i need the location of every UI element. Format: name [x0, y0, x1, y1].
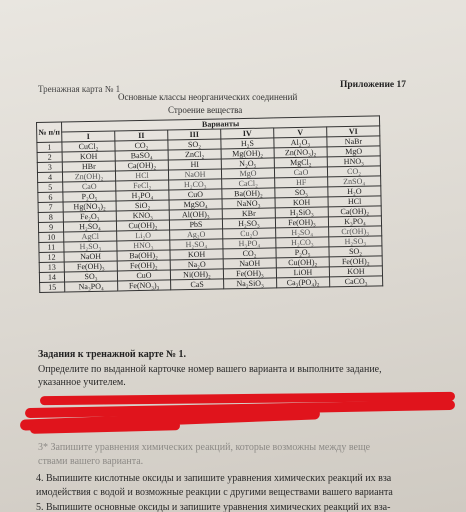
table-cell: Fe(OH)₃ — [275, 217, 328, 228]
table-cell: Ca(OH)₂ — [115, 160, 168, 171]
table-cell: Fe(OH)₂ — [329, 256, 382, 267]
table-cell: H₂SiO₃ — [275, 207, 328, 218]
row-number: 4 — [37, 172, 62, 182]
table-cell: Al(OH)₃ — [169, 209, 222, 220]
table-cell: NaOH — [223, 258, 276, 269]
table-cell: NaNO₃ — [222, 198, 275, 209]
table-cell: KOH — [275, 197, 328, 208]
row-number: 2 — [37, 152, 62, 162]
table-cell: H₂O — [328, 186, 381, 197]
table-cell: PbS — [169, 219, 222, 230]
table-cell: CaS — [171, 279, 224, 290]
tasks-intro-line1: Определите по выданной карточке номер вашего варианта и выполните задание, — [38, 364, 382, 375]
table-cell: Hg(NO₃)₂ — [63, 201, 116, 212]
row-number: 1 — [37, 142, 62, 152]
table-cell: CuCl₂ — [62, 141, 115, 152]
table-cell: CuO — [169, 189, 222, 200]
table-cell: H₂S — [221, 138, 274, 149]
row-number: 9 — [38, 222, 63, 232]
table-cell: Zn(NO₃)₂ — [274, 147, 327, 158]
variants-header: Варианты — [62, 116, 380, 132]
row-number: 11 — [39, 242, 64, 252]
row-number: 14 — [39, 272, 64, 282]
table-cell: KOH — [62, 151, 115, 162]
table-cell: H₂SO₃ — [222, 218, 275, 229]
table-cell: NaOH — [64, 251, 117, 262]
table-cell: HBr — [62, 161, 115, 172]
table-cell: HNO₃ — [117, 240, 170, 251]
table-cell: P₂O₅ — [63, 191, 116, 202]
row-number: 8 — [38, 212, 63, 222]
table-cell: ZnCl₂ — [168, 149, 221, 160]
variant-label: V — [274, 127, 327, 138]
page-title: Основные классы неорганических соединений — [118, 92, 298, 102]
table-cell: Mg(OH)₂ — [221, 148, 274, 159]
table-cell: N₂O₅ — [221, 158, 274, 169]
table-cell: H₂SO₄ — [63, 221, 116, 232]
table-cell: NaOH — [168, 169, 221, 180]
table-cell: KNO₃ — [116, 210, 169, 221]
row-number: 7 — [38, 202, 63, 212]
row-number: 10 — [39, 232, 64, 242]
table-cell: Ba(OH)₂ — [222, 188, 275, 199]
table-cell: HNO₃ — [327, 156, 380, 167]
task3-line2: ствами вашего варианта. — [38, 456, 144, 467]
table-cell: CaCl₂ — [222, 178, 275, 189]
variant-label: I — [62, 131, 115, 142]
table-cell: Na₂O — [170, 259, 223, 270]
table-cell: LiOH — [276, 267, 329, 278]
card-label: Тренажная карта № 1 — [38, 84, 121, 94]
variant-label: IV — [221, 128, 274, 139]
table-cell: CO₂ — [327, 166, 380, 177]
table-cell: H₂CO₃ — [169, 179, 222, 190]
substances-table — [36, 115, 383, 293]
table-cell: CuO — [117, 270, 170, 281]
table-cell: Ca₃(PO₄)₂ — [277, 277, 330, 288]
table-cell: Fe(OH)₃ — [223, 268, 276, 279]
table-cell: MgCl₂ — [274, 157, 327, 168]
table-cell: K₃PO₄ — [328, 216, 381, 227]
table-cell: CaO — [63, 181, 116, 192]
substances-table-body — [37, 136, 383, 293]
table-cell: BaSO₄ — [115, 150, 168, 161]
table-cell: ZnSO₄ — [328, 176, 381, 187]
task4-line2: имодействия с водой и возможные реакции с другими веществами вашего варианта — [36, 487, 393, 498]
task3-line1: 3* Запишите уравнения химических реакций, которые возможны между веще — [38, 442, 371, 453]
table-cell: SO₃ — [275, 187, 328, 198]
table-cell: CaCO₃ — [330, 276, 383, 287]
table-cell: FeCl₂ — [116, 180, 169, 191]
table-cell: MgO — [327, 146, 380, 157]
task4-line1: 4. Выпишите кислотные оксиды и запишите уравнения химических реакций их вза — [36, 473, 392, 484]
table-cell: Cu₂O — [223, 228, 276, 239]
table-cell: HCl — [328, 196, 381, 207]
table-cell: MgSO₄ — [169, 199, 222, 210]
row-number: 6 — [38, 192, 63, 202]
table-cell: Zn(OH)₂ — [62, 171, 115, 182]
appendix-label: Приложение 17 — [340, 80, 407, 90]
table-cell: H₂SO₄ — [276, 227, 329, 238]
row-number: 5 — [38, 182, 63, 192]
table-cell: Ca(OH)₂ — [328, 206, 381, 217]
table-cell: Fe(NO₃)₃ — [118, 280, 171, 291]
table-cell: Cu(OH)₂ — [116, 220, 169, 231]
table-cell: Fe(OH)₂ — [117, 260, 170, 271]
table-cell: AgCl — [64, 231, 117, 242]
variant-label: VI — [327, 126, 380, 137]
table-cell: CO₂ — [115, 140, 168, 151]
table-cell: Fe(OH)₃ — [64, 261, 117, 272]
table-cell: H₃PO₄ — [223, 238, 276, 249]
table-cell: NaBr — [327, 136, 380, 147]
table-cell: SO₂ — [168, 139, 221, 150]
table-cell: KOH — [329, 266, 382, 277]
tasks-title: Задания к тренажной карте № 1. — [38, 349, 187, 360]
table-cell: Fe₂O₃ — [63, 211, 116, 222]
table-cell: H₂CO₃ — [276, 237, 329, 248]
table-cell: Al₂O₃ — [274, 137, 327, 148]
row-number: 15 — [40, 282, 65, 292]
table-cell: Ba(OH)₂ — [117, 250, 170, 261]
row-number: 13 — [39, 262, 64, 272]
table-cell: HI — [168, 159, 221, 170]
variant-label: II — [115, 130, 168, 141]
table-cell: SO₃ — [64, 271, 117, 282]
row-number: 3 — [37, 162, 62, 172]
table-cell: SO₂ — [329, 246, 382, 257]
table-cell: Ni(OH)₂ — [170, 269, 223, 280]
page-subtitle: Строение вещества — [168, 105, 243, 115]
table-cell: H₂SO₃ — [64, 241, 117, 252]
table-cell: SiO₂ — [116, 200, 169, 211]
table-cell: KOH — [170, 249, 223, 260]
task5-line: 5. Выпишите основные оксиды и запишите уравнения химических реакций их вза- — [36, 502, 391, 512]
table-cell: Ag₂O — [170, 229, 223, 240]
table-cell: HF — [275, 177, 328, 188]
table-cell: MgO — [221, 168, 274, 179]
table-cell: HCl — [115, 170, 168, 181]
variant-label: III — [168, 129, 221, 140]
table-cell: H₂SO₃ — [329, 236, 382, 247]
table-cell: P₂O₅ — [276, 247, 329, 258]
table-cell: CaO — [274, 167, 327, 178]
tasks-intro-line2: указанное учителем. — [38, 377, 126, 388]
table-cell: KBr — [222, 208, 275, 219]
table-cell: Na₂SiO₃ — [224, 278, 277, 289]
table-cell: Cu(OH)₂ — [276, 257, 329, 268]
num-header: № п/п — [37, 122, 62, 142]
table-cell: Cr(OH)₃ — [329, 226, 382, 237]
table-cell: CO₂ — [223, 248, 276, 259]
row-number: 12 — [39, 252, 64, 262]
table-cell: H₂SO₄ — [170, 239, 223, 250]
table-cell: H₃PO₄ — [116, 190, 169, 201]
table-cell: Na₃PO₄ — [65, 281, 118, 292]
table-cell: Li₂O — [117, 230, 170, 241]
